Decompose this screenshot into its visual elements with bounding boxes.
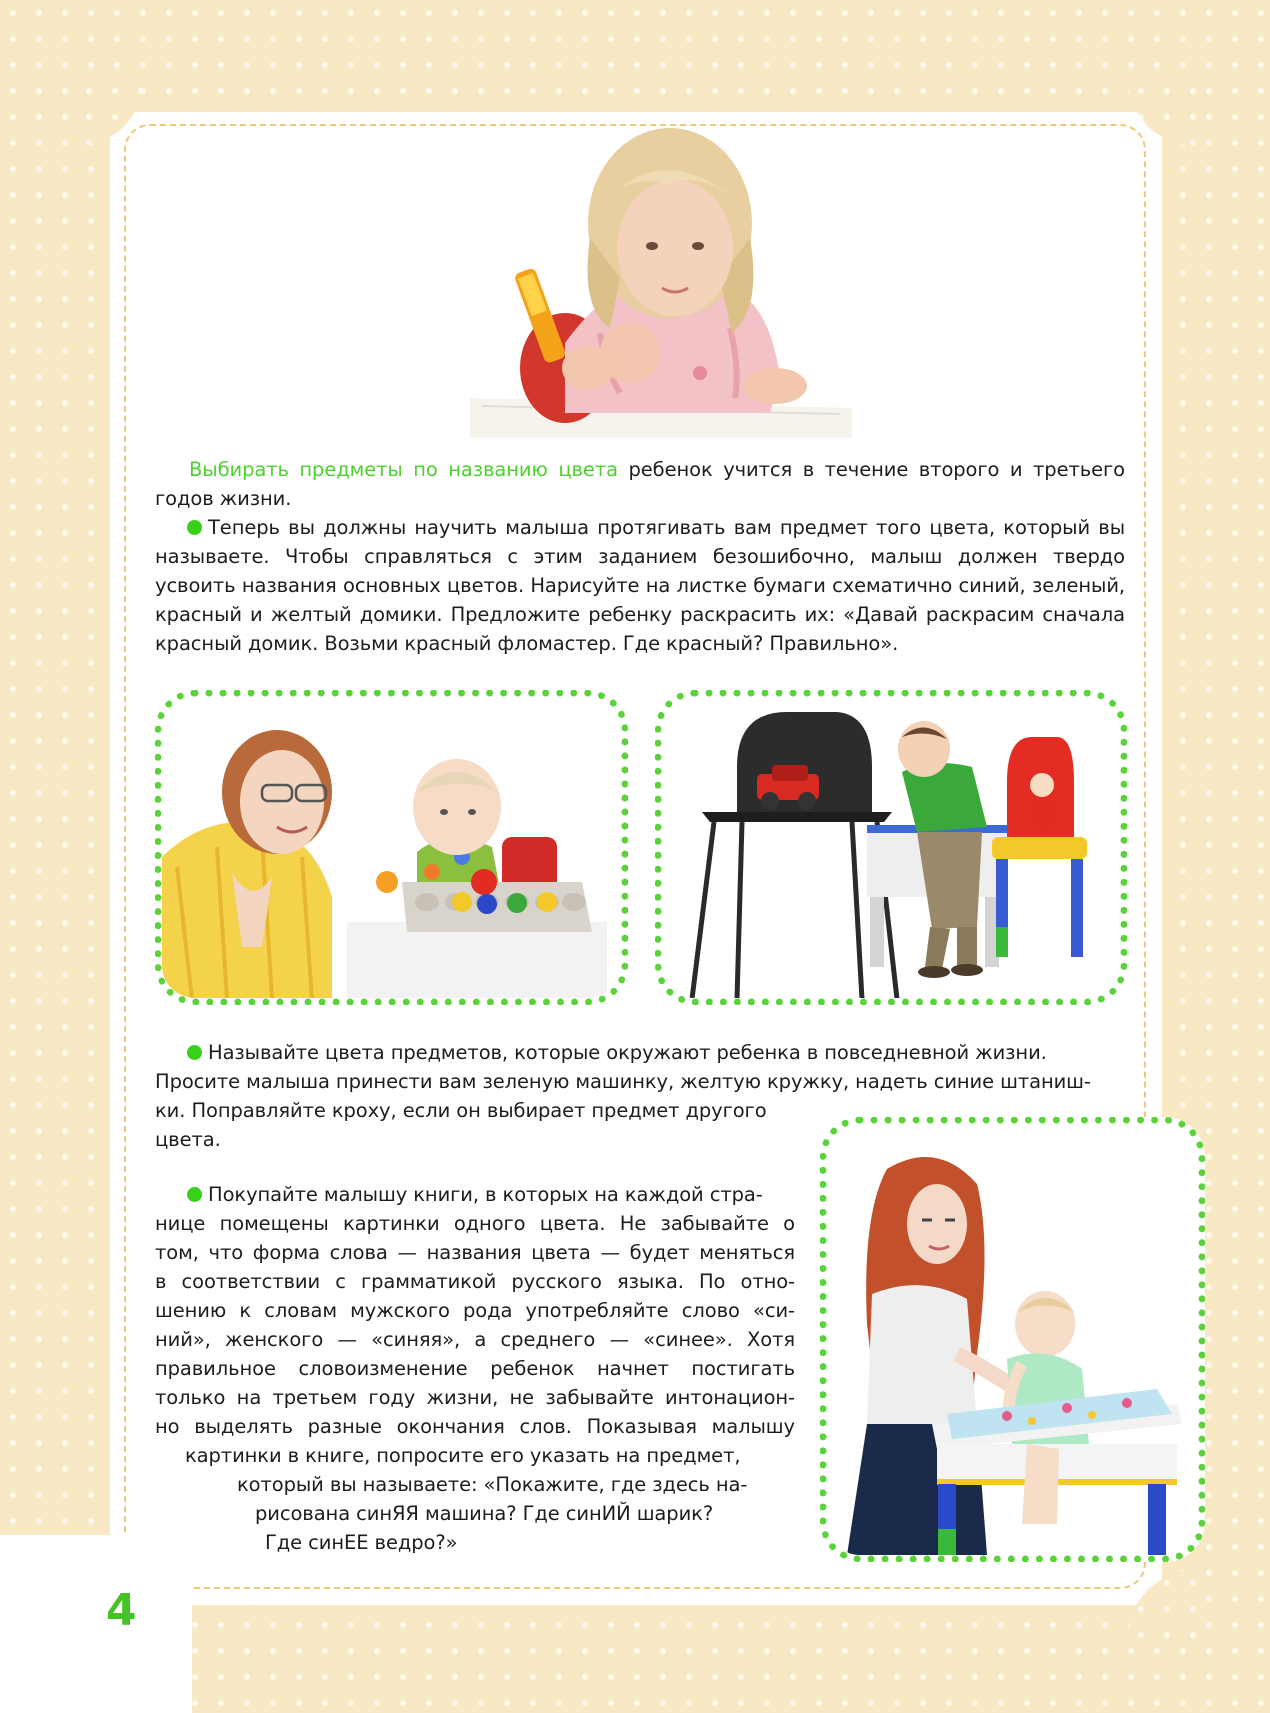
paragraph-3-line: правильное словоизменение ребенок начнет постигать — [155, 1357, 795, 1380]
paragraph-3-line: но выделять разные окончания слов. Показывая малышу — [155, 1415, 795, 1438]
photo-toddler-chairs-image — [662, 697, 1122, 999]
paragraph-3-line: картинки в книге, попросите его указать на предмет, — [185, 1444, 741, 1467]
bullet-icon — [187, 520, 202, 535]
bullet-icon — [187, 1045, 202, 1060]
page-number-tab — [0, 1535, 192, 1713]
paragraph-1-text: Теперь вы должны научить малыша протягивать вам предмет того цвета, который вы называете. Чтобы справляться с этим заданием безошибочно, малыш должен твердо усвоить названия основных цветов. Нарисуйте на листке бумаги схематично синий, зеленый, красный и желтый домики. Предложите ребенку раскрасить их: «Давай раскрасим сначала красный домик. Возьми красный фломастер. Где красный? Правильно». — [155, 516, 1125, 655]
paragraph-3-line: только на третьем году жизни, не забывайте интонацион- — [155, 1386, 795, 1409]
photo-toddler-chairs — [655, 690, 1127, 1005]
paragraph-3-line: рисована синЯЯ машина? Где синИЙ шарик? — [255, 1502, 714, 1525]
paragraph-2-line-3: ки. Поправляйте кроху, если он выбирает предмет другого — [155, 1099, 767, 1122]
page-number: 4 — [106, 1585, 137, 1636]
intro-highlight: Выбирать предметы по названию цвета — [189, 458, 618, 481]
paragraph-3 — [155, 1180, 795, 1557]
intro-paragraph — [155, 455, 1125, 513]
paragraph-3-line: в соответствии с грамматикой русского языка. По отно- — [155, 1270, 795, 1293]
bullet-icon — [187, 1187, 202, 1202]
paragraph-3-line: Покупайте малышу книги, в которых на каждой стра- — [208, 1183, 763, 1206]
photo-mother-baby-eggs-image — [162, 697, 622, 999]
intro-text: ребенок учится в течение второго и третьего годов жизни. — [155, 458, 1125, 510]
paragraph-2-line-1: Называйте цвета предметов, которые окружают ребенка в повседневной жизни. — [208, 1041, 1047, 1064]
paragraph-3-line: нице помещены картинки одного цвета. Не забывайте о — [155, 1212, 795, 1235]
paragraph-3-line: ний», женского — «синяя», а среднего — «синее». Хотя — [155, 1328, 795, 1351]
photo-mother-daughter-book — [820, 1117, 1205, 1562]
paragraph-1 — [155, 513, 1125, 658]
paragraph-3-line: шению к словам мужского рода употребляйте слово «си- — [155, 1299, 795, 1322]
paragraph-2-line-4: цвета. — [155, 1128, 221, 1151]
paragraph-3-line: том, что форма слова — названия цвета — будет меняться — [155, 1241, 795, 1264]
photo-mother-daughter-book-image — [827, 1124, 1198, 1555]
photo-girl-drawing — [470, 128, 852, 438]
paragraph-2-line-2: Просите малыша принести вам зеленую машинку, желтую кружку, надеть синие штаниш- — [155, 1070, 1091, 1093]
paragraph-3-line: который вы называете: «Покажите, где здесь на- — [237, 1473, 748, 1496]
paragraph-3-line: Где синЕЕ ведро?» — [265, 1531, 458, 1554]
photo-mother-baby-eggs — [155, 690, 628, 1005]
